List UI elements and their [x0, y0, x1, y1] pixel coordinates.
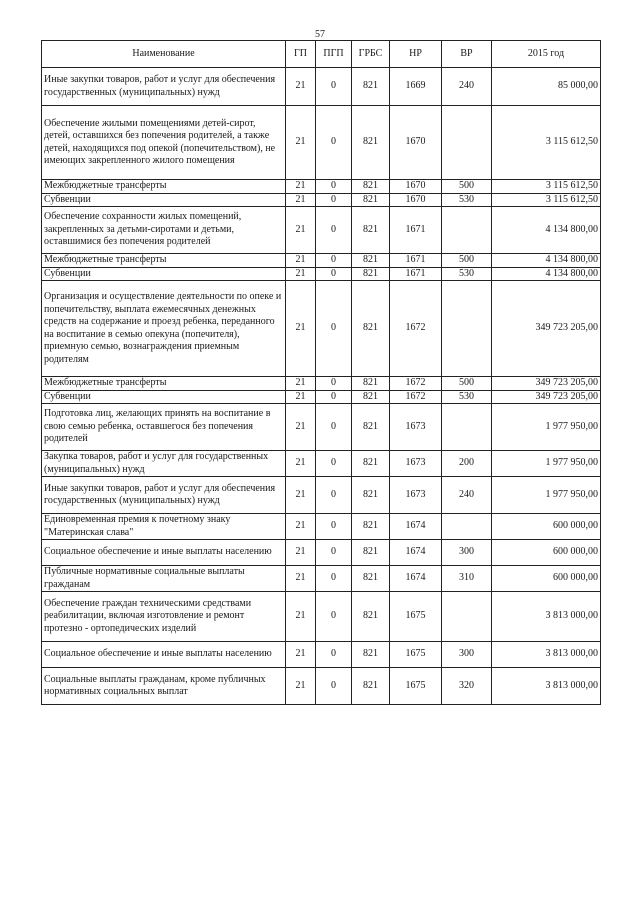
cell-np: 1671: [390, 207, 442, 254]
cell-pgp: 0: [316, 377, 352, 391]
cell-np: 1674: [390, 514, 442, 540]
cell-gp: 21: [286, 254, 316, 268]
cell-vr: [442, 404, 492, 451]
cell-np: 1672: [390, 390, 442, 404]
cell-np: 1674: [390, 540, 442, 566]
cell-amount: 3 813 000,00: [492, 668, 601, 705]
cell-np: 1671: [390, 267, 442, 281]
cell-pgp: 0: [316, 193, 352, 207]
cell-gp: 21: [286, 642, 316, 668]
cell-pgp: 0: [316, 566, 352, 592]
header-pgp: ПГП: [316, 41, 352, 68]
cell-vr: 530: [442, 267, 492, 281]
cell-amount: 1 977 950,00: [492, 477, 601, 514]
table-row: [42, 540, 601, 566]
cell-amount: 349 723 205,00: [492, 390, 601, 404]
cell-grbs: 821: [352, 566, 390, 592]
cell-name: Межбюджетные трансферты: [42, 254, 286, 268]
cell-pgp: 0: [316, 180, 352, 194]
cell-amount: 85 000,00: [492, 68, 601, 106]
cell-amount: 600 000,00: [492, 540, 601, 566]
cell-grbs: 821: [352, 477, 390, 514]
table-row: [42, 180, 601, 194]
cell-name: Субвенции: [42, 390, 286, 404]
cell-grbs: 821: [352, 207, 390, 254]
cell-amount: 4 134 800,00: [492, 254, 601, 268]
cell-vr: 240: [442, 477, 492, 514]
cell-name: Субвенции: [42, 193, 286, 207]
cell-amount: 349 723 205,00: [492, 281, 601, 377]
cell-gp: 21: [286, 106, 316, 180]
cell-amount: 4 134 800,00: [492, 207, 601, 254]
cell-grbs: 821: [352, 540, 390, 566]
table-row: [42, 377, 601, 391]
cell-grbs: 821: [352, 254, 390, 268]
cell-grbs: 821: [352, 106, 390, 180]
cell-gp: 21: [286, 68, 316, 106]
cell-np: 1670: [390, 106, 442, 180]
cell-name: Обеспечение граждан техническими средствами реабилитации, включая изготовление и ремонт протезно - ортопедических изделий: [42, 592, 286, 642]
cell-np: 1673: [390, 477, 442, 514]
cell-pgp: 0: [316, 592, 352, 642]
cell-vr: 500: [442, 254, 492, 268]
cell-gp: 21: [286, 451, 316, 477]
cell-gp: 21: [286, 566, 316, 592]
table-row: [42, 566, 601, 592]
cell-name: Социальное обеспечение и иные выплаты населению: [42, 540, 286, 566]
cell-pgp: 0: [316, 477, 352, 514]
cell-amount: 600 000,00: [492, 514, 601, 540]
cell-grbs: 821: [352, 668, 390, 705]
cell-name: Обеспечение жилыми помещениями детей-сирот, детей, оставшихся без попечения родителей, а также детей, находящихся под опекой (попечительством), не имеющих закрепленного жилого помещения: [42, 106, 286, 180]
cell-grbs: 821: [352, 642, 390, 668]
cell-vr: [442, 281, 492, 377]
cell-vr: [442, 106, 492, 180]
cell-grbs: 821: [352, 267, 390, 281]
cell-amount: 3 115 612,50: [492, 193, 601, 207]
cell-gp: 21: [286, 668, 316, 705]
cell-grbs: 821: [352, 514, 390, 540]
cell-name: Закупка товаров, работ и услуг для государственных (муниципальных) нужд: [42, 451, 286, 477]
cell-vr: 310: [442, 566, 492, 592]
cell-pgp: 0: [316, 267, 352, 281]
cell-np: 1669: [390, 68, 442, 106]
cell-amount: 349 723 205,00: [492, 377, 601, 391]
cell-name: Иные закупки товаров, работ и услуг для обеспечения государственных (муниципальных) нужд: [42, 68, 286, 106]
table-row: [42, 281, 601, 377]
cell-amount: 600 000,00: [492, 566, 601, 592]
cell-gp: 21: [286, 514, 316, 540]
cell-grbs: 821: [352, 377, 390, 391]
table-row: [42, 254, 601, 268]
cell-amount: 3 813 000,00: [492, 642, 601, 668]
cell-name: Единовременная премия к почетному знаку "Материнская слава": [42, 514, 286, 540]
cell-pgp: 0: [316, 207, 352, 254]
table-row: [42, 642, 601, 668]
table-row: [42, 390, 601, 404]
cell-amount: 3 813 000,00: [492, 592, 601, 642]
cell-gp: 21: [286, 404, 316, 451]
table-row: [42, 106, 601, 180]
cell-name: Обеспечение сохранности жилых помещений, закрепленных за детьми-сиротами и детьми, оставшимися без попечения родителей: [42, 207, 286, 254]
header-amount: 2015 год: [492, 41, 601, 68]
cell-vr: 300: [442, 540, 492, 566]
cell-grbs: 821: [352, 451, 390, 477]
cell-np: 1675: [390, 592, 442, 642]
cell-gp: 21: [286, 207, 316, 254]
cell-np: 1672: [390, 281, 442, 377]
cell-amount: 3 115 612,50: [492, 106, 601, 180]
header-gp: ГП: [286, 41, 316, 68]
cell-vr: [442, 207, 492, 254]
table-row: [42, 267, 601, 281]
cell-vr: 530: [442, 390, 492, 404]
cell-name: Субвенции: [42, 267, 286, 281]
cell-pgp: 0: [316, 281, 352, 377]
cell-np: 1670: [390, 180, 442, 194]
cell-pgp: 0: [316, 514, 352, 540]
cell-gp: 21: [286, 193, 316, 207]
budget-table: [41, 40, 601, 705]
cell-np: 1672: [390, 377, 442, 391]
cell-pgp: 0: [316, 404, 352, 451]
cell-grbs: 821: [352, 193, 390, 207]
cell-name: Межбюджетные трансферты: [42, 377, 286, 391]
cell-vr: 320: [442, 668, 492, 705]
cell-gp: 21: [286, 267, 316, 281]
cell-vr: 500: [442, 180, 492, 194]
cell-name: Подготовка лиц, желающих принять на воспитание в свою семью ребенка, оставшегося без попечения родителей: [42, 404, 286, 451]
table-row: [42, 514, 601, 540]
cell-amount: 1 977 950,00: [492, 404, 601, 451]
cell-np: 1673: [390, 451, 442, 477]
cell-pgp: 0: [316, 68, 352, 106]
cell-gp: 21: [286, 477, 316, 514]
cell-amount: 4 134 800,00: [492, 267, 601, 281]
table-row: [42, 207, 601, 254]
cell-amount: 1 977 950,00: [492, 451, 601, 477]
cell-np: 1671: [390, 254, 442, 268]
cell-vr: [442, 592, 492, 642]
cell-vr: 300: [442, 642, 492, 668]
cell-pgp: 0: [316, 106, 352, 180]
cell-gp: 21: [286, 281, 316, 377]
cell-name: Социальное обеспечение и иные выплаты населению: [42, 642, 286, 668]
header-name: Наименование: [42, 41, 286, 68]
cell-np: 1673: [390, 404, 442, 451]
cell-vr: [442, 514, 492, 540]
cell-np: 1674: [390, 566, 442, 592]
cell-pgp: 0: [316, 254, 352, 268]
cell-gp: 21: [286, 390, 316, 404]
cell-gp: 21: [286, 540, 316, 566]
cell-pgp: 0: [316, 668, 352, 705]
cell-grbs: 821: [352, 281, 390, 377]
cell-gp: 21: [286, 377, 316, 391]
cell-grbs: 821: [352, 180, 390, 194]
cell-vr: 500: [442, 377, 492, 391]
table-row: [42, 193, 601, 207]
cell-gp: 21: [286, 592, 316, 642]
cell-vr: 530: [442, 193, 492, 207]
cell-vr: 240: [442, 68, 492, 106]
cell-pgp: 0: [316, 390, 352, 404]
cell-grbs: 821: [352, 390, 390, 404]
table-row: [42, 451, 601, 477]
cell-grbs: 821: [352, 68, 390, 106]
cell-pgp: 0: [316, 451, 352, 477]
cell-grbs: 821: [352, 404, 390, 451]
header-vr: ВР: [442, 41, 492, 68]
page-number: 57: [315, 29, 325, 40]
table-row: [42, 68, 601, 106]
cell-np: 1675: [390, 642, 442, 668]
cell-np: 1675: [390, 668, 442, 705]
cell-name: Публичные нормативные социальные выплаты гражданам: [42, 566, 286, 592]
header-row: [42, 41, 601, 68]
cell-pgp: 0: [316, 642, 352, 668]
cell-vr: 200: [442, 451, 492, 477]
table-row: [42, 668, 601, 705]
header-grbs: ГРБС: [352, 41, 390, 68]
cell-name: Организация и осуществление деятельности по опеке и попечительству, выплата ежемесячных денежных средств на содержание и проезд ребенка, переданного на воспитание в семью опекуна (попечителя), приемную семью, вознаграждения приемным родителям: [42, 281, 286, 377]
cell-gp: 21: [286, 180, 316, 194]
cell-name: Иные закупки товаров, работ и услуг для обеспечения государственных (муниципальных) нужд: [42, 477, 286, 514]
table-row: [42, 477, 601, 514]
cell-np: 1670: [390, 193, 442, 207]
header-np: НР: [390, 41, 442, 68]
cell-name: Межбюджетные трансферты: [42, 180, 286, 194]
table-row: [42, 404, 601, 451]
cell-grbs: 821: [352, 592, 390, 642]
cell-name: Социальные выплаты гражданам, кроме публичных нормативных социальных выплат: [42, 668, 286, 705]
table-row: [42, 592, 601, 642]
cell-pgp: 0: [316, 540, 352, 566]
cell-amount: 3 115 612,50: [492, 180, 601, 194]
